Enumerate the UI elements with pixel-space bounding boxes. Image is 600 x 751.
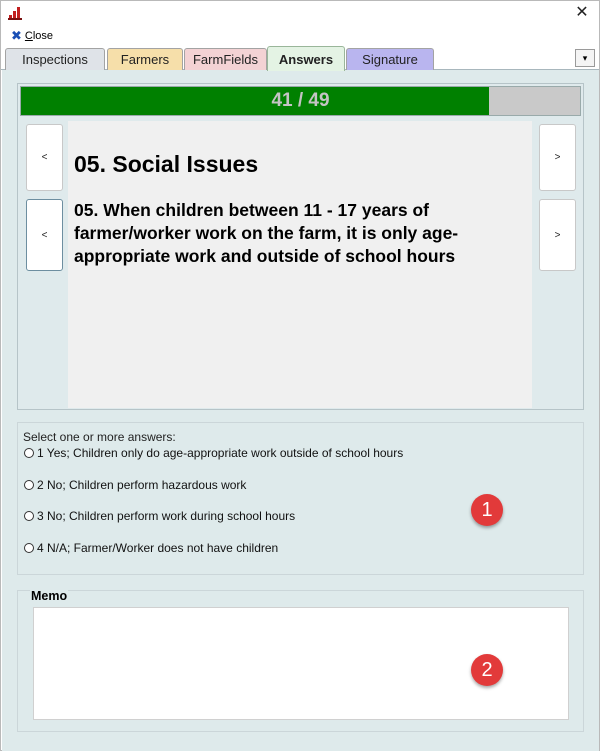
answer-option-label: 4 N/A; Farmer/Worker does not have children <box>37 541 279 555</box>
question-text: 05. When children between 11 - 17 years of farmer/worker work on the farm, it is only age-appropriate work and outside of school hours <box>74 200 459 266</box>
tab-farmfields[interactable]: FarmFields <box>184 48 267 70</box>
tab-farmers[interactable]: Farmers <box>107 48 183 70</box>
window-close-button[interactable]: ✕ <box>575 4 589 21</box>
answer-option-label: 2 No; Children perform hazardous work <box>37 478 247 492</box>
tab-signature[interactable]: Signature <box>346 48 434 70</box>
question-panel <box>17 83 584 410</box>
title-bar <box>1 1 599 27</box>
radio-button[interactable] <box>24 511 34 521</box>
question-body <box>68 121 532 408</box>
radio-button[interactable] <box>24 543 34 553</box>
chevron-right-icon: > <box>554 152 561 163</box>
chevron-left-icon: < <box>41 229 48 241</box>
close-button[interactable] <box>11 29 53 43</box>
answer-option-4[interactable] <box>24 541 278 555</box>
answers-page <box>2 70 599 751</box>
close-icon: ✖ <box>11 28 22 43</box>
radio-button[interactable] <box>24 448 34 458</box>
tab-answers[interactable]: Answers <box>267 46 345 71</box>
tab-bar <box>1 46 599 70</box>
prev-section-button[interactable] <box>26 124 63 191</box>
chevron-down-icon: ▾ <box>582 52 588 63</box>
callout-badge-1: 1 <box>471 494 503 526</box>
close-button-label: Close <box>24 30 54 42</box>
app-logo-icon <box>8 6 22 20</box>
next-section-button[interactable] <box>539 124 576 191</box>
answers-label: Select one or more answers: <box>23 430 176 444</box>
answer-option-label: 1 Yes; Children only do age-appropriate work outside of school hours <box>37 446 404 460</box>
memo-label: Memo <box>31 589 68 603</box>
radio-button[interactable] <box>24 480 34 490</box>
progress-text: 41 / 49 <box>271 90 330 111</box>
section-title: 05. Social Issues <box>74 151 259 177</box>
toolbar <box>1 27 599 45</box>
answer-option-label: 3 No; Children perform work during school hours <box>37 509 296 523</box>
tab-menu-dropdown-button[interactable] <box>575 49 595 67</box>
answer-option-1[interactable] <box>24 446 403 460</box>
tab-inspections[interactable]: Inspections <box>5 48 105 70</box>
answer-option-2[interactable] <box>24 478 246 492</box>
next-question-button[interactable] <box>539 199 576 271</box>
chevron-right-icon: > <box>554 229 561 241</box>
prev-question-button[interactable] <box>26 199 63 271</box>
callout-badge-2: 2 <box>471 654 503 686</box>
chevron-left-icon: < <box>41 152 48 163</box>
progress-bar <box>20 86 581 116</box>
answer-option-3[interactable] <box>24 509 295 523</box>
